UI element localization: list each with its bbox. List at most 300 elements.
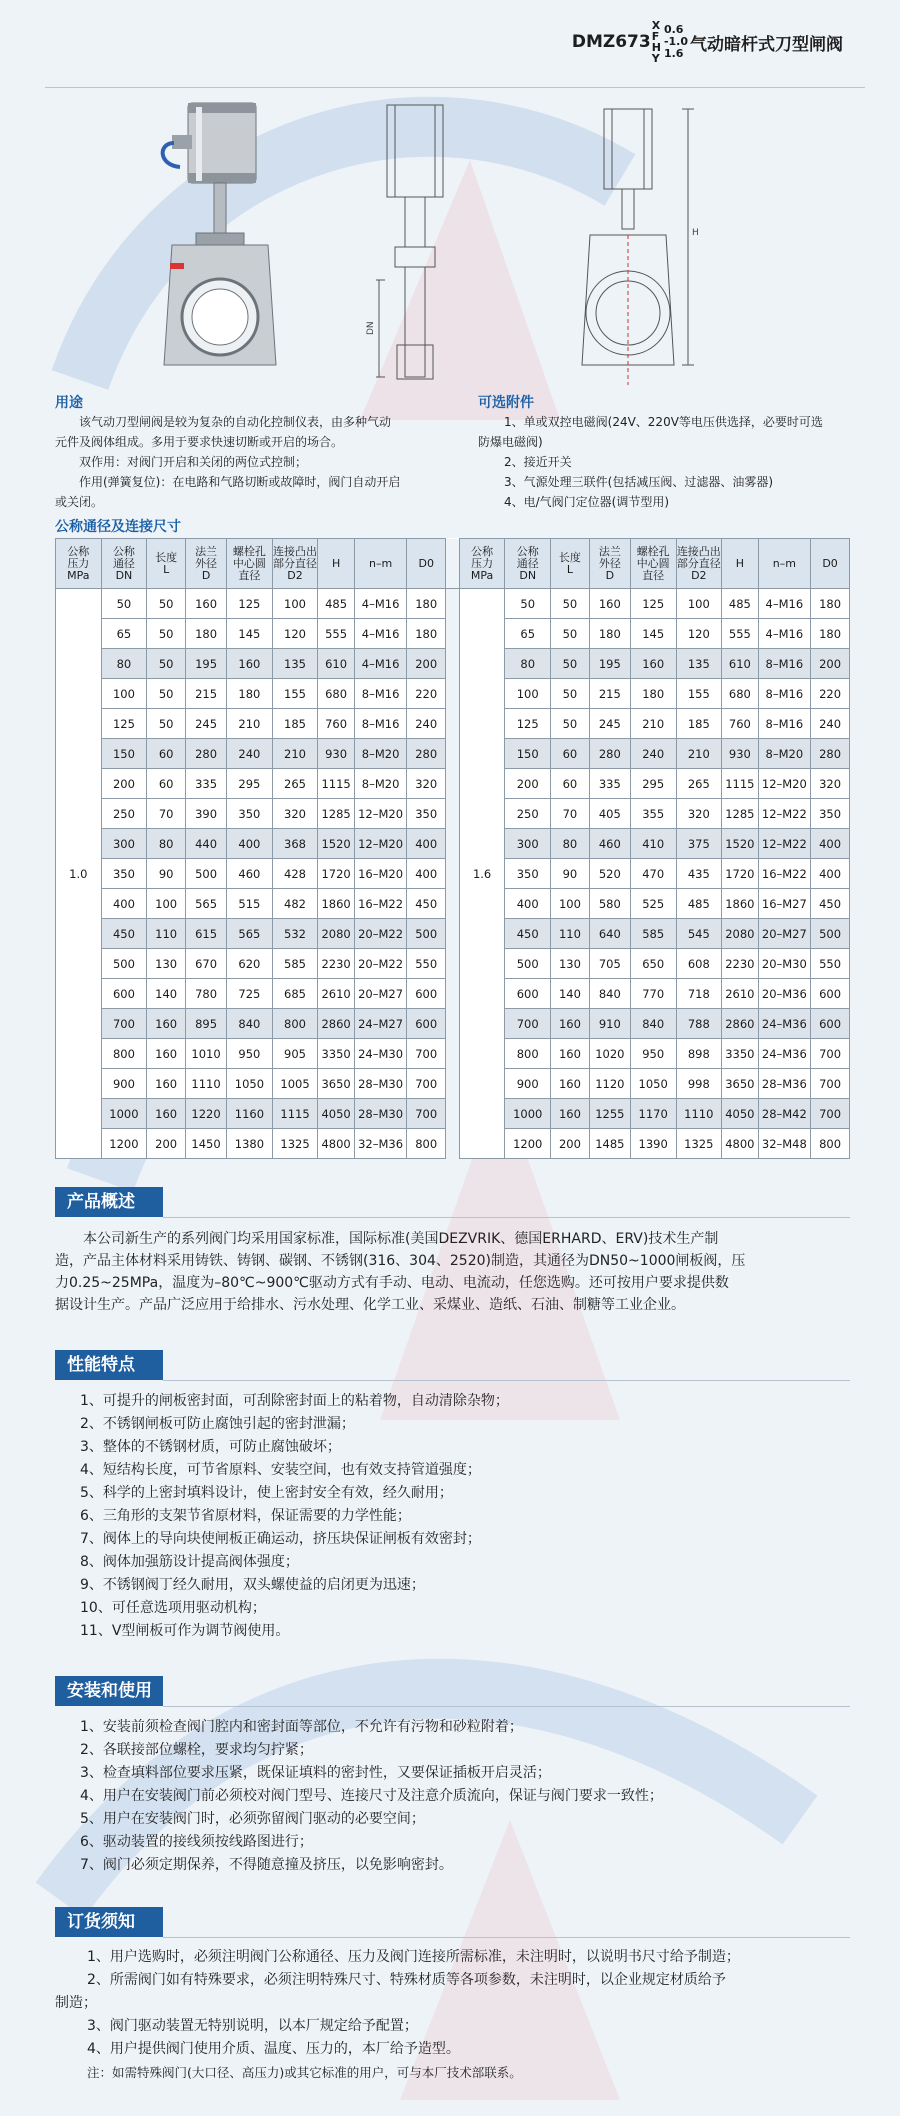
left-table-cell: 4–M16 [354, 619, 406, 649]
page-header [45, 0, 865, 88]
right-table-cell: 600 [811, 1009, 850, 1039]
left-table-cell: 1010 [186, 1039, 227, 1069]
right-table-cell: 950 [630, 1039, 676, 1069]
left-table-cell: 60 [147, 769, 186, 799]
right-header-cell: H [722, 539, 759, 589]
left-header-cell: 连接凸出 部分直径 D2 [272, 539, 318, 589]
right-table-cell: 120 [676, 619, 722, 649]
table-row [56, 619, 850, 649]
left-table-cell: 400 [407, 859, 446, 889]
left-table-cell: 1860 [318, 889, 355, 919]
table-row [56, 1069, 850, 1099]
list-item: 9、不锈钢阀丁经久耐用，双头螺使益的启闭更为迅速； [80, 1577, 425, 1593]
order-note: 注：如需特殊阀门(大口径、高压力)或其它标准的用户，可与本厂技术部联系。 [87, 2065, 522, 2080]
left-table-cell: 110 [147, 919, 186, 949]
left-table-cell: 800 [272, 1009, 318, 1039]
left-table-cell: 50 [147, 619, 186, 649]
left-table-cell: 24–M30 [354, 1039, 406, 1069]
left-table-cell: 150 [101, 739, 147, 769]
table-row [56, 859, 850, 889]
left-table-cell: 950 [227, 1039, 273, 1069]
right-table-cell: 100 [551, 889, 590, 919]
left-table-cell: 800 [101, 1039, 147, 1069]
left-table-cell: 350 [227, 799, 273, 829]
left-table-cell: 400 [101, 889, 147, 919]
right-table-cell: 280 [589, 739, 630, 769]
left-table-cell: 500 [186, 859, 227, 889]
right-table-cell: 125 [630, 589, 676, 619]
list-item: 1、可提升的闸板密封面，可刮除密封面上的粘着物，自动清除杂物； [80, 1393, 509, 1409]
right-table-cell: 1325 [676, 1129, 722, 1159]
table-gap [446, 649, 460, 679]
right-table-cell: 1255 [589, 1099, 630, 1129]
table-row [56, 739, 850, 769]
right-table-cell: 760 [722, 709, 759, 739]
left-table-cell: 565 [227, 919, 273, 949]
left-table-cell: 155 [272, 679, 318, 709]
left-table-cell: 240 [227, 739, 273, 769]
left-table-cell: 905 [272, 1039, 318, 1069]
right-table-cell: 20–M30 [758, 949, 810, 979]
list-item: 8、阀体加强筋设计提高阀体强度； [80, 1554, 299, 1570]
order-divider [163, 1937, 850, 1938]
left-table-cell: 485 [318, 589, 355, 619]
right-table-cell: 50 [505, 589, 551, 619]
right-table-cell: 60 [551, 739, 590, 769]
table-gap [446, 739, 460, 769]
right-table-cell: 240 [811, 709, 850, 739]
right-table-cell: 8–M20 [758, 739, 810, 769]
table-gap [446, 539, 460, 589]
list-item: 6、驱动装置的接线须按线路图进行； [80, 1834, 313, 1850]
right-table-cell: 375 [676, 829, 722, 859]
model-title [572, 20, 843, 64]
left-table-cell: 450 [101, 919, 147, 949]
right-table-cell: 24–M36 [758, 1009, 810, 1039]
table-row [56, 949, 850, 979]
left-table-cell: 200 [147, 1129, 186, 1159]
left-table-cell: 145 [227, 619, 273, 649]
right-table-cell: 2230 [722, 949, 759, 979]
right-table-cell: 1050 [630, 1069, 676, 1099]
left-table-cell: 565 [186, 889, 227, 919]
right-table-cell: 470 [630, 859, 676, 889]
right-table-cell: 200 [551, 1129, 590, 1159]
left-table-cell: 1160 [227, 1099, 273, 1129]
right-table-cell: 450 [811, 889, 850, 919]
right-table-cell: 65 [505, 619, 551, 649]
right-table-cell: 800 [811, 1129, 850, 1159]
spec-table [55, 538, 850, 1159]
left-table-cell: 2080 [318, 919, 355, 949]
right-table-cell: 435 [676, 859, 722, 889]
left-table-cell: 160 [147, 1039, 186, 1069]
list-item: 1、安装前须检查阀门腔内和密封面等部位，不允许有污物和砂粒附着； [80, 1719, 523, 1735]
right-table-cell: 50 [551, 709, 590, 739]
left-table-cell: 1005 [272, 1069, 318, 1099]
install-title: 安装和使用 [55, 1676, 163, 1706]
right-table-cell: 1720 [722, 859, 759, 889]
right-table-cell: 28–M42 [758, 1099, 810, 1129]
right-table-cell: 160 [551, 1069, 590, 1099]
model-pressures: 0.6 -1.0 1.6 [663, 23, 688, 60]
left-table-cell: 500 [407, 919, 446, 949]
right-table-cell: 80 [505, 649, 551, 679]
table-row [56, 979, 850, 1009]
left-table-cell: 70 [147, 799, 186, 829]
right-table-cell: 160 [630, 649, 676, 679]
right-table-cell: 20–M27 [758, 919, 810, 949]
table-gap [446, 1129, 460, 1159]
left-table-cell: 3650 [318, 1069, 355, 1099]
left-table-cell: 180 [227, 679, 273, 709]
table-gap [446, 589, 460, 619]
left-table-cell: 350 [101, 859, 147, 889]
table-gap [446, 709, 460, 739]
left-table-cell: 400 [227, 829, 273, 859]
left-table-cell: 670 [186, 949, 227, 979]
left-table-cell: 60 [147, 739, 186, 769]
left-table-cell: 50 [147, 649, 186, 679]
left-table-cell: 185 [272, 709, 318, 739]
features-title: 性能特点 [55, 1350, 163, 1380]
left-table-cell: 200 [407, 649, 446, 679]
left-table-cell: 780 [186, 979, 227, 1009]
features-divider [163, 1380, 850, 1381]
right-table-cell: 608 [676, 949, 722, 979]
right-table-cell: 150 [505, 739, 551, 769]
right-header-cell: 公称 通径 DN [505, 539, 551, 589]
left-table-cell: 100 [101, 679, 147, 709]
left-header-cell: 法兰 外径 D [186, 539, 227, 589]
list-item: 7、阀门必须定期保养，不得随意撞及挤压，以免影响密封。 [80, 1857, 453, 1873]
list-item: 4、短结构长度，可节省原料、安装空间，也有效支持管道强度； [80, 1462, 481, 1478]
right-header-cell: 连接凸出 部分直径 D2 [676, 539, 722, 589]
right-table-cell: 520 [589, 859, 630, 889]
right-table-cell: 410 [630, 829, 676, 859]
right-table-cell: 1020 [589, 1039, 630, 1069]
right-table-cell: 600 [505, 979, 551, 1009]
right-table-cell: 1285 [722, 799, 759, 829]
right-table-cell: 100 [505, 679, 551, 709]
table-gap [446, 829, 460, 859]
list-item: 4、用户提供阀门使用介质、温度、压力的，本厂给予造型。 [87, 2041, 460, 2057]
right-table-cell: 1200 [505, 1129, 551, 1159]
left-table-cell: 1050 [227, 1069, 273, 1099]
left-table-cell: 1115 [272, 1099, 318, 1129]
left-table-cell: 20–M22 [354, 949, 406, 979]
install-divider [163, 1706, 850, 1707]
left-table-cell: 482 [272, 889, 318, 919]
left-table-cell: 585 [272, 949, 318, 979]
left-table-cell: 4050 [318, 1099, 355, 1129]
left-table-cell: 160 [186, 589, 227, 619]
right-table-cell: 160 [551, 1099, 590, 1129]
left-table-cell: 8–M20 [354, 739, 406, 769]
right-table-cell: 705 [589, 949, 630, 979]
left-table-cell: 210 [272, 739, 318, 769]
table-gap [446, 919, 460, 949]
left-table-cell: 700 [407, 1069, 446, 1099]
left-table-cell: 16–M20 [354, 859, 406, 889]
right-table-cell: 24–M36 [758, 1039, 810, 1069]
left-table-cell: 600 [101, 979, 147, 1009]
left-table-cell: 8–M20 [354, 769, 406, 799]
table-row [56, 769, 850, 799]
list-item: 2、各联接部位螺栓，要求均匀拧紧； [80, 1742, 313, 1758]
left-table-cell: 1720 [318, 859, 355, 889]
right-table-cell: 210 [676, 739, 722, 769]
left-table-cell: 20–M27 [354, 979, 406, 1009]
right-table-cell: 998 [676, 1069, 722, 1099]
left-table-cell: 1220 [186, 1099, 227, 1129]
table-row [56, 919, 850, 949]
front-view-drawing [570, 95, 700, 395]
left-table-cell: 180 [186, 619, 227, 649]
left-table-cell: 840 [227, 1009, 273, 1039]
dn-label: DN [366, 321, 376, 335]
right-table-cell: 320 [811, 769, 850, 799]
table-title: 公称通径及连接尺寸 [55, 519, 181, 535]
left-table-cell: 100 [272, 589, 318, 619]
right-table-cell: 240 [630, 739, 676, 769]
right-table-cell: 1170 [630, 1099, 676, 1129]
left-table-cell: 550 [407, 949, 446, 979]
left-table-cell: 1450 [186, 1129, 227, 1159]
right-table-cell: 60 [551, 769, 590, 799]
left-header-cell: D0 [407, 539, 446, 589]
left-table-cell: 685 [272, 979, 318, 1009]
left-table-cell: 2230 [318, 949, 355, 979]
right-table-cell: 180 [589, 619, 630, 649]
left-table-cell: 1285 [318, 799, 355, 829]
right-table-cell: 160 [551, 1039, 590, 1069]
right-table-cell: 585 [630, 919, 676, 949]
spec-table-wrapper [55, 538, 850, 1159]
install-list [80, 1716, 850, 1877]
left-table-cell: 680 [318, 679, 355, 709]
overview-title: 产品概述 [55, 1187, 163, 1217]
right-table-cell: 840 [630, 1009, 676, 1039]
left-table-cell: 400 [407, 829, 446, 859]
right-table-cell: 910 [589, 1009, 630, 1039]
table-gap [446, 889, 460, 919]
left-table-cell: 800 [407, 1129, 446, 1159]
table-header-row [56, 539, 850, 589]
overview-divider [163, 1217, 850, 1218]
right-pressure-cell: 1.6 [459, 589, 505, 1159]
right-table-cell: 180 [811, 589, 850, 619]
left-table-cell: 265 [272, 769, 318, 799]
left-table-cell: 600 [407, 979, 446, 1009]
right-table-cell: 800 [505, 1039, 551, 1069]
right-table-cell: 700 [811, 1099, 850, 1129]
right-table-cell: 300 [505, 829, 551, 859]
right-table-cell: 12–M20 [758, 769, 810, 799]
right-table-cell: 650 [630, 949, 676, 979]
left-table-cell: 50 [147, 589, 186, 619]
left-table-cell: 210 [227, 709, 273, 739]
list-item: 10、可任意选项用驱动机构； [80, 1600, 266, 1616]
left-table-cell: 700 [407, 1099, 446, 1129]
left-table-cell: 1325 [272, 1129, 318, 1159]
left-header-cell: 公称 通径 DN [101, 539, 147, 589]
right-table-cell: 16–M22 [758, 859, 810, 889]
right-table-cell: 1485 [589, 1129, 630, 1159]
left-table-cell: 1380 [227, 1129, 273, 1159]
left-table-cell: 8–M16 [354, 709, 406, 739]
right-header-cell: 公称 压力 MPa [459, 539, 505, 589]
right-table-cell: 16–M27 [758, 889, 810, 919]
right-table-cell: 1115 [722, 769, 759, 799]
table-row [56, 679, 850, 709]
right-table-cell: 545 [676, 919, 722, 949]
side-view-drawing [366, 95, 455, 395]
right-table-cell: 788 [676, 1009, 722, 1039]
left-table-cell: 700 [407, 1039, 446, 1069]
table-row [56, 1129, 850, 1159]
left-table-cell: 460 [227, 859, 273, 889]
left-table-cell: 610 [318, 649, 355, 679]
table-row [56, 1009, 850, 1039]
table-row [56, 889, 850, 919]
right-table-cell: 4800 [722, 1129, 759, 1159]
left-table-cell: 600 [407, 1009, 446, 1039]
right-table-cell: 2080 [722, 919, 759, 949]
model-variants: X F H Y [651, 19, 661, 65]
table-gap [446, 1069, 460, 1099]
left-table-cell: 515 [227, 889, 273, 919]
left-table-cell: 900 [101, 1069, 147, 1099]
left-table-cell: 12–M20 [354, 799, 406, 829]
table-row [56, 589, 850, 619]
left-table-cell: 500 [101, 949, 147, 979]
left-table-cell: 160 [147, 1009, 186, 1039]
left-table-cell: 350 [407, 799, 446, 829]
list-item: 3、阀门驱动装置无特别说明，以本厂规定给予配置； [87, 2018, 418, 2034]
right-table-cell: 295 [630, 769, 676, 799]
right-table-cell: 580 [589, 889, 630, 919]
list-item: 7、阀体上的导向块使闸板正确运动，挤压块保证闸板有效密封； [80, 1531, 481, 1547]
left-table-cell: 280 [407, 739, 446, 769]
left-header-cell: H [318, 539, 355, 589]
left-table-cell: 20–M22 [354, 919, 406, 949]
table-gap [446, 679, 460, 709]
right-table-cell: 930 [722, 739, 759, 769]
left-table-cell: 32–M36 [354, 1129, 406, 1159]
right-table-cell: 145 [630, 619, 676, 649]
table-gap [446, 949, 460, 979]
right-table-cell: 355 [630, 799, 676, 829]
right-table-cell: 400 [505, 889, 551, 919]
list-item: 2、所需阀门如有特殊要求，必须注明特殊尺寸、特殊材质等各项参数，未注明时，以企业规定材质给予 [87, 1972, 726, 1988]
right-table-cell: 185 [676, 709, 722, 739]
table-row [56, 709, 850, 739]
table-row [56, 799, 850, 829]
left-header-cell: 长度 L [147, 539, 186, 589]
left-table-cell: 80 [147, 829, 186, 859]
right-table-cell: 1520 [722, 829, 759, 859]
overview-text: 本公司新生产的系列阀门均采用国家标准，国际标准(美国DEZVRIK、德国ERHARD、ERV)技术生产制 造，产品主体材料采用铸铁、铸钢、碳钢、不锈钢(316、304、2520)制造，其通径为DN50~1000闸板阀，压 力0.25~25MPa，温度为–80℃~900℃驱动方式有手动、电动、电流动，任您选购。还可按用户要求提供数 据设计生产。产品广泛应用于给排水、污水处理、化学工业、采煤业、造纸、石油、制糖等工业企业。 [55, 1231, 746, 1313]
right-table-cell: 450 [505, 919, 551, 949]
table-gap [446, 1009, 460, 1039]
usage-title: 用途 [55, 395, 83, 411]
list-item: 5、用户在安装阀门时，必须弥留阀门驱动的必要空间； [80, 1811, 425, 1827]
right-table-cell: 28–M36 [758, 1069, 810, 1099]
right-header-cell: n–m [758, 539, 810, 589]
left-table-cell: 1115 [318, 769, 355, 799]
accessories-title: 可选附件 [478, 395, 534, 411]
order-title: 订货须知 [55, 1907, 163, 1937]
left-table-cell: 390 [186, 799, 227, 829]
list-item: 4、用户在安装阀门前必须校对阀门型号、连接尺寸及注意介质流向，保证与阀门要求一致性； [80, 1788, 663, 1804]
left-table-cell: 220 [407, 679, 446, 709]
usage-text: 该气动刀型闸阀是较为复杂的自动化控制仪表，由多种气动 元件及阀体组成。多用于要求快速切断或开启的场合。 双作用：对阀门开启和关闭的两位式控制； 作用(弹簧复位)：在电路和气路切断或故障时，阀门自动开启 或关闭。 [55, 415, 401, 509]
right-table-cell: 2860 [722, 1009, 759, 1039]
right-table-cell: 485 [676, 889, 722, 919]
left-table-cell: 4800 [318, 1129, 355, 1159]
left-header-cell: n–m [354, 539, 406, 589]
right-table-cell: 555 [722, 619, 759, 649]
left-table-cell: 440 [186, 829, 227, 859]
table-row [56, 829, 850, 859]
left-table-cell: 450 [407, 889, 446, 919]
right-table-cell: 335 [589, 769, 630, 799]
right-table-cell: 2610 [722, 979, 759, 1009]
right-table-cell: 350 [505, 859, 551, 889]
left-table-cell: 125 [101, 709, 147, 739]
left-table-cell: 2860 [318, 1009, 355, 1039]
table-gap [446, 619, 460, 649]
right-table-cell: 12–M22 [758, 799, 810, 829]
right-table-cell: 1110 [676, 1099, 722, 1129]
list-item: 11、V型闸板可作为调节阀使用。 [80, 1623, 290, 1639]
left-table-cell: 320 [272, 799, 318, 829]
left-table-cell: 160 [147, 1069, 186, 1099]
right-table-cell: 32–M48 [758, 1129, 810, 1159]
right-table-cell: 12–M22 [758, 829, 810, 859]
left-table-cell: 428 [272, 859, 318, 889]
right-table-cell: 770 [630, 979, 676, 1009]
right-table-cell: 640 [589, 919, 630, 949]
left-table-cell: 135 [272, 649, 318, 679]
table-gap [446, 1099, 460, 1129]
left-header-cell: 螺栓孔 中心圆 直径 [227, 539, 273, 589]
left-header-cell: 公称 压力 MPa [56, 539, 102, 589]
product-name: 气动暗杆式刀型闸阀 [690, 34, 843, 55]
right-table-cell: 700 [811, 1069, 850, 1099]
right-table-cell: 210 [630, 709, 676, 739]
left-table-cell: 65 [101, 619, 147, 649]
right-table-cell: 700 [811, 1039, 850, 1069]
right-table-cell: 20–M36 [758, 979, 810, 1009]
left-table-cell: 3350 [318, 1039, 355, 1069]
right-table-cell: 4–M16 [758, 589, 810, 619]
right-table-cell: 1390 [630, 1129, 676, 1159]
right-table-cell: 600 [811, 979, 850, 1009]
right-table-cell: 3650 [722, 1069, 759, 1099]
left-table-cell: 320 [407, 769, 446, 799]
left-table-cell: 2610 [318, 979, 355, 1009]
left-table-cell: 295 [227, 769, 273, 799]
right-table-cell: 1120 [589, 1069, 630, 1099]
left-table-cell: 8–M16 [354, 679, 406, 709]
left-table-cell: 215 [186, 679, 227, 709]
right-table-cell: 100 [676, 589, 722, 619]
left-table-cell: 160 [227, 649, 273, 679]
left-table-cell: 4–M16 [354, 589, 406, 619]
right-table-cell: 250 [505, 799, 551, 829]
